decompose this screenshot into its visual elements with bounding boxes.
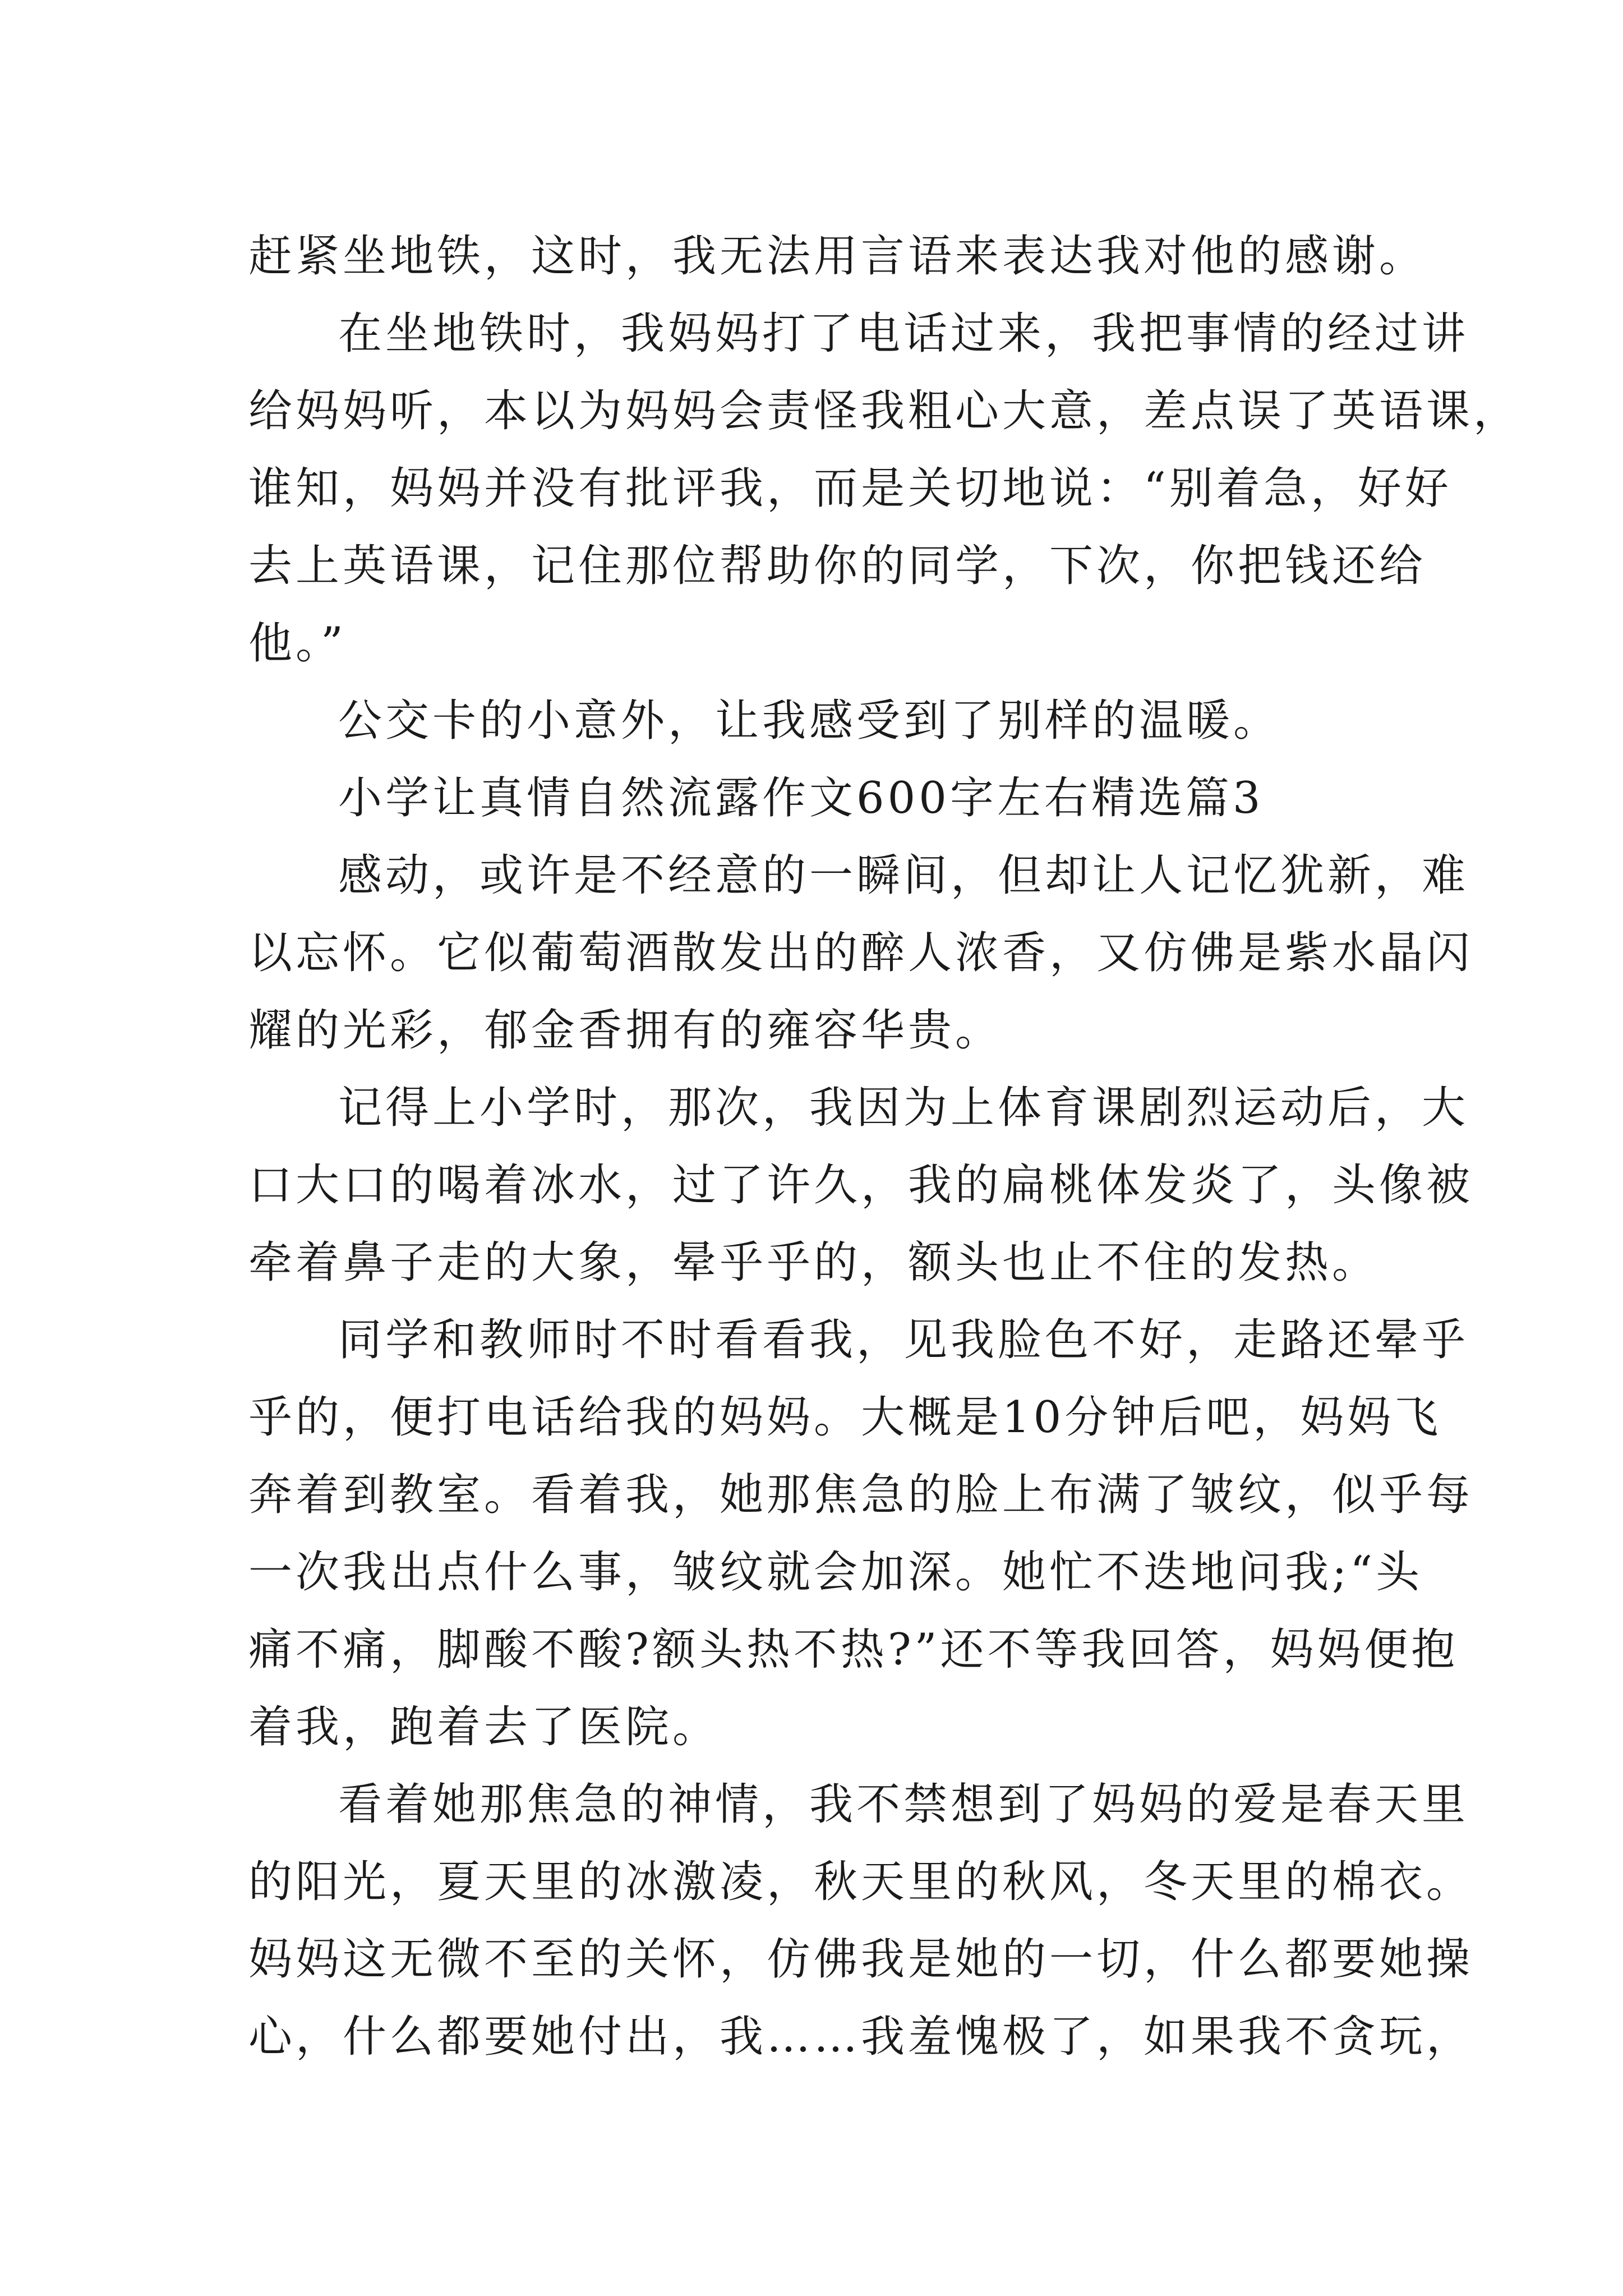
text-line: 在坐地铁时，我妈妈打了电话过来，我把事情的经过讲	[338, 309, 1469, 359]
text-line: 看着她那焦急的神情，我不禁想到了妈妈的爱是春天里	[338, 1779, 1469, 1830]
text-line: 乎的，便打电话给我的妈妈。大概是10分钟后吧，妈妈飞	[248, 1392, 1442, 1443]
text-line: 奔着到教室。看着我，她那焦急的脸上布满了皱纹，似乎每	[248, 1470, 1474, 1520]
text-line: 感动，或许是不经意的一瞬间，但却让人记忆犹新，难	[338, 850, 1469, 901]
text-line: 他。”	[248, 618, 347, 669]
text-line: 公交卡的小意外，让我感受到了别样的温暖。	[338, 696, 1281, 746]
text-line: 赶紧坐地铁，这时，我无法用言语来表达我对他的感谢。	[248, 231, 1427, 282]
text-line: 着我，跑着去了医院。	[248, 1702, 720, 1752]
document-body	[248, 218, 1521, 2076]
text-line: 记得上小学时，那次，我因为上体育课剧烈运动后，大	[338, 1083, 1469, 1133]
text-line: 给妈妈听，本以为妈妈会责怪我粗心大意，差点误了英语课，	[248, 386, 1521, 436]
section-heading: 小学让真情自然流露作文600字左右精选篇3	[338, 773, 1264, 823]
text-line: 痛不痛，脚酸不酸?额头热不热?”还不等我回答，妈妈便抱	[248, 1625, 1459, 1675]
text-line: 一次我出点什么事，皱纹就会加深。她忙不迭地问我;“头	[248, 1547, 1423, 1598]
text-line: 的阳光，夏天里的冰激凌，秋天里的秋风，冬天里的棉衣。	[248, 1857, 1474, 1907]
text-line: 同学和教师时不时看看我，见我脸色不好，走路还晕乎	[338, 1315, 1469, 1365]
text-line: 妈妈这无微不至的关怀，仿佛我是她的一切，什么都要她操	[248, 1934, 1474, 1985]
text-line: 以忘怀。它似葡萄酒散发出的醉人浓香，又仿佛是紫水晶闪	[248, 928, 1474, 978]
text-line: 去上英语课，记住那位帮助你的同学，下次，你把钱还给	[248, 541, 1427, 591]
text-line: 心，什么都要她付出，我……我羞愧极了，如果我不贪玩，	[248, 2012, 1474, 2062]
text-line: 耀的光彩，郁金香拥有的雍容华贵。	[248, 1005, 1003, 1056]
text-line: 口大口的喝着冰水，过了许久，我的扁桃体发炎了，头像被	[248, 1160, 1474, 1211]
text-line: 谁知，妈妈并没有批评我，而是关切地说：“别着急，好好	[248, 463, 1452, 514]
text-line: 牵着鼻子走的大象，晕乎乎的，额头也止不住的发热。	[248, 1237, 1380, 1288]
